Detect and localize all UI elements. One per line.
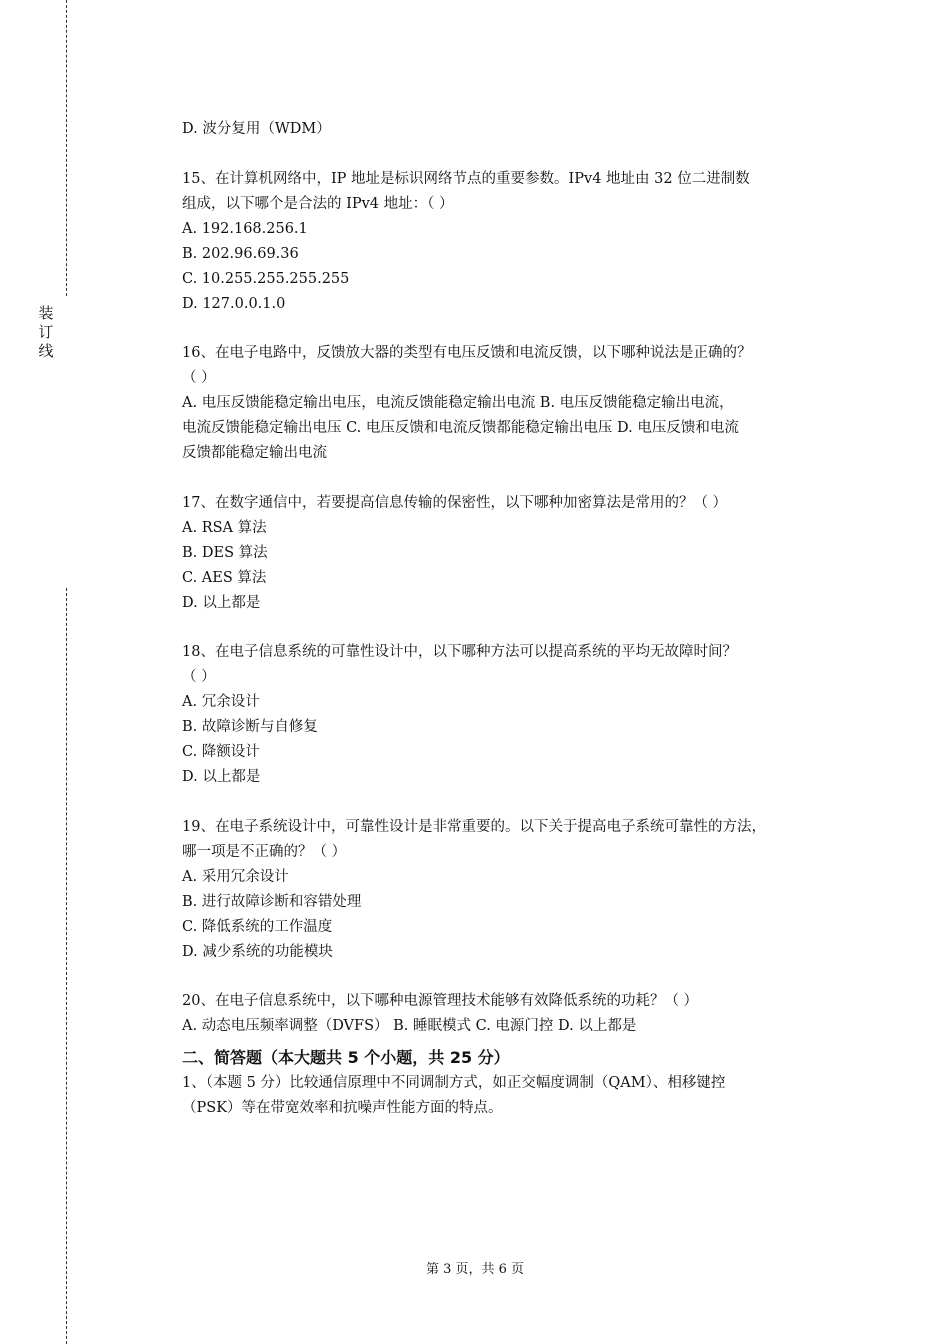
q14-option-d: D. 波分复用（WDM） (182, 121, 331, 137)
q18-option-c: C. 降额设计 (182, 744, 260, 760)
page-number: 第 3 页，共 6 页 (425, 1262, 525, 1277)
q18-stem: 18、在电子信息系统的可靠性设计中，以下哪种方法可以提高系统的平均无故障时间？ (182, 644, 737, 660)
q17-stem: 17、在数字通信中，若要提高信息传输的保密性，以下哪种加密算法是常用的？（ ） (182, 494, 728, 511)
q15-option-c: C. 10.255.255.255.255 (182, 270, 350, 287)
question-15 (182, 167, 842, 317)
sa-q1-text: 1、（本题 5 分）比较通信原理中不同调制方式，如正交幅度调制（QAM）、相移键控 (182, 1075, 726, 1091)
exam-content (182, 117, 842, 1121)
question-17 (182, 491, 842, 616)
binding-line-bottom (66, 588, 67, 1344)
q18-stem: （ ） (182, 669, 216, 685)
q17-option-a: A. RSA 算法 (182, 519, 267, 536)
q19-option-d: D. 减少系统的功能模块 (182, 943, 333, 960)
question-18 (182, 640, 842, 790)
q17-option-b: B. DES 算法 (182, 544, 268, 561)
binding-label-char: 线 (38, 342, 54, 360)
q16-options: A. 电压反馈能稳定输出电压，电流反馈能稳定输出电流 B. 电压反馈能稳定输出电流， (182, 395, 734, 411)
binding-label-char: 订 (38, 323, 54, 341)
q15-option-b: B. 202.96.69.36 (182, 245, 299, 262)
sa-q1-text: （PSK）等在带宽效率和抗噪声性能方面的特点。 (182, 1100, 503, 1116)
q16-stem: 16、在电子电路中，反馈放大器的类型有电压反馈和电流反馈，以下哪种说法是正确的？ (182, 345, 752, 361)
question-19 (182, 815, 842, 965)
section-2-title: 二、简答题（本大题共 5 个小题，共 25 分） (182, 1048, 510, 1067)
q17-option-d: D. 以上都是 (182, 594, 261, 611)
q15-stem: 15、在计算机网络中，IP 地址是标识网络节点的重要参数。IPv4 地址由 32 位二进制数 (182, 170, 750, 187)
q19-option-a: A. 采用冗余设计 (182, 868, 289, 885)
short-answer-question-1 (182, 1071, 842, 1121)
question-20 (182, 989, 842, 1039)
binding-label (36, 304, 56, 361)
q16-stem: （ ） (182, 370, 216, 386)
q18-option-d: D. 以上都是 (182, 769, 261, 785)
q16-options: 电流反馈能稳定输出电压 C. 电压反馈和电流反馈都能稳定输出电压 D. 电压反馈和电流 (182, 420, 739, 436)
q20-options: A. 动态电压频率调整（DVFS） B. 睡眠模式 C. 电源门控 D. 以上都是 (182, 1018, 637, 1034)
q16-options: 反馈都能稳定输出电流 (182, 445, 327, 461)
q20-stem: 20、在电子信息系统中，以下哪种电源管理技术能够有效降低系统的功耗？（ ） (182, 993, 699, 1009)
binding-label-char: 装 (38, 304, 54, 322)
q19-stem: 哪一项是不正确的？（ ） (182, 843, 347, 860)
q19-option-c: C. 降低系统的工作温度 (182, 918, 333, 935)
binding-line-top (66, 0, 67, 296)
q19-option-b: B. 进行故障诊断和容错处理 (182, 893, 362, 910)
q18-option-a: A. 冗余设计 (182, 694, 260, 710)
q15-stem: 组成，以下哪个是合法的 IPv4 地址：（ ） (182, 195, 454, 212)
question-16 (182, 341, 842, 466)
q19-stem: 19、在电子系统设计中，可靠性设计是非常重要的。以下关于提高电子系统可靠性的方法， (182, 818, 766, 835)
q15-option-d: D. 127.0.0.1.0 (182, 295, 286, 312)
q15-option-a: A. 192.168.256.1 (182, 220, 308, 237)
q17-option-c: C. AES 算法 (182, 569, 267, 586)
q18-option-b: B. 故障诊断与自修复 (182, 719, 318, 735)
